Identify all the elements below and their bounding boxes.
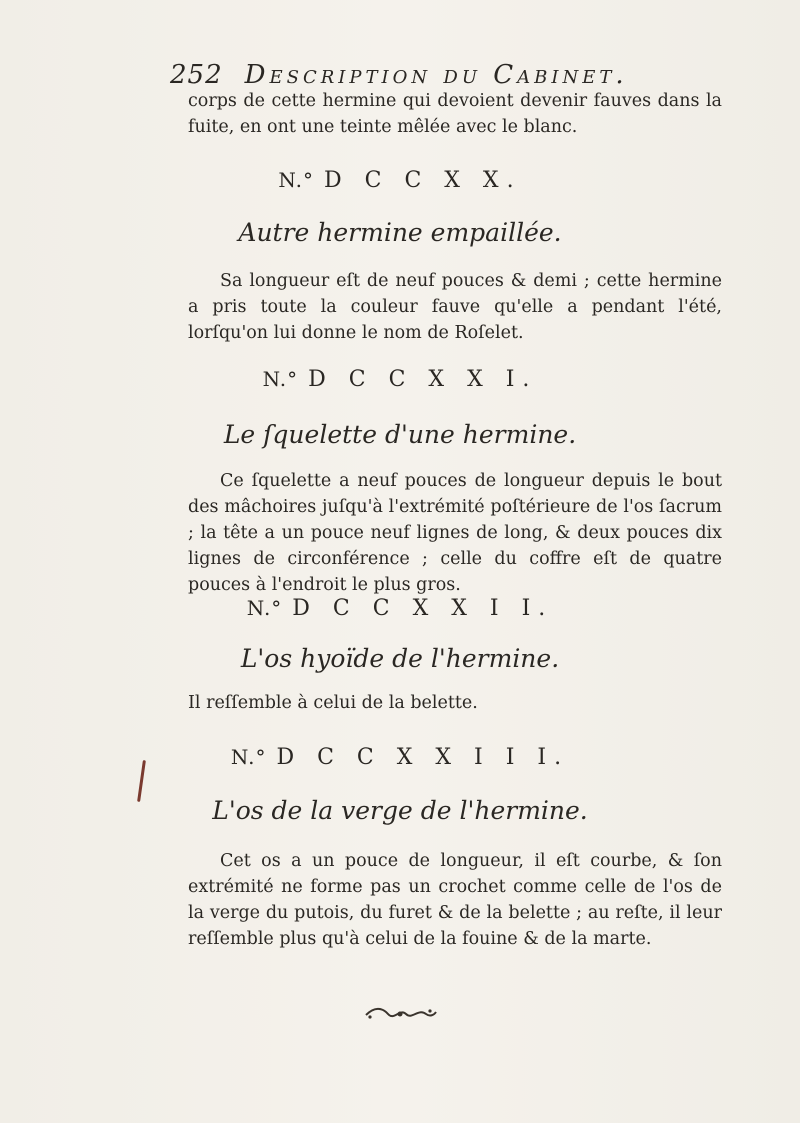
entry-number-prefix: N.° (262, 367, 299, 391)
entry-number-dccxx (0, 168, 800, 193)
paragraph-dccxxiii: Cet os a un pouce de longueur, il eſt courbe, & ſon extrémité ne forme pas un crochet comme celle de l'os de la verge du putois, du furet & de la belette ; au reſte, il leur reſſemble plus qu'à celui de la fouine & de la marte. (188, 851, 722, 949)
page-header (170, 60, 710, 90)
fleuron-ornament (0, 1005, 800, 1027)
running-title: Description du Cabinet. (244, 60, 628, 90)
paragraph-continuation: corps de cette hermine qui devoient devenir fauves dans la fuite, en ont une teinte mêlée avec le blanc. (188, 91, 722, 137)
entry-number-value: D C C X X I I I. (276, 745, 570, 770)
paragraph-dccxx: Sa longueur eſt de neuf pouces & demi ; cette hermine a pris toute la couleur fauve qu'elle a pendant l'été, lorſqu'on lui donne le nom de Roſelet. (188, 271, 722, 343)
entry-number-prefix: N.° (278, 168, 314, 192)
page-number: 252 (170, 60, 223, 90)
entry-number-value: D C C X X I I. (292, 596, 554, 621)
entry-number-value: D C C X X I. (308, 367, 538, 392)
paragraph-dccxxii: Il reſſemble à celui de la belette. (188, 693, 478, 713)
paragraph-dccxxi: Ce ſquelette a neuf pouces de longueur depuis le bout des mâchoires juſqu'à l'extrémité poſtérieure de l'os ſacrum ; la tête a un pouce neuf lignes de long, & deux pouces dix lignes de circonférence ; celle du coffre eſt de quatre pouces à l'endroit le plus gros. (188, 471, 722, 595)
entry-number-dccxxii (0, 596, 800, 621)
fleuron-icon (360, 1005, 440, 1023)
entry-title-dccxxi: Le ſquelette d'une hermine. (223, 420, 577, 449)
entry-title-dccxxii: L'os hyoïde de l'hermine. (240, 644, 560, 673)
entry-number-prefix: N.° (246, 596, 283, 620)
entry-title-dccxx: Autre hermine empaillée. (238, 218, 562, 247)
entry-number-dccxxi (0, 367, 800, 392)
entry-number-dccxxiii (0, 745, 800, 770)
entry-number-prefix: N.° (230, 745, 267, 769)
entry-title-dccxxiii: L'os de la verge de l'hermine. (212, 796, 588, 825)
entry-number-value: D C C X X. (323, 168, 522, 193)
